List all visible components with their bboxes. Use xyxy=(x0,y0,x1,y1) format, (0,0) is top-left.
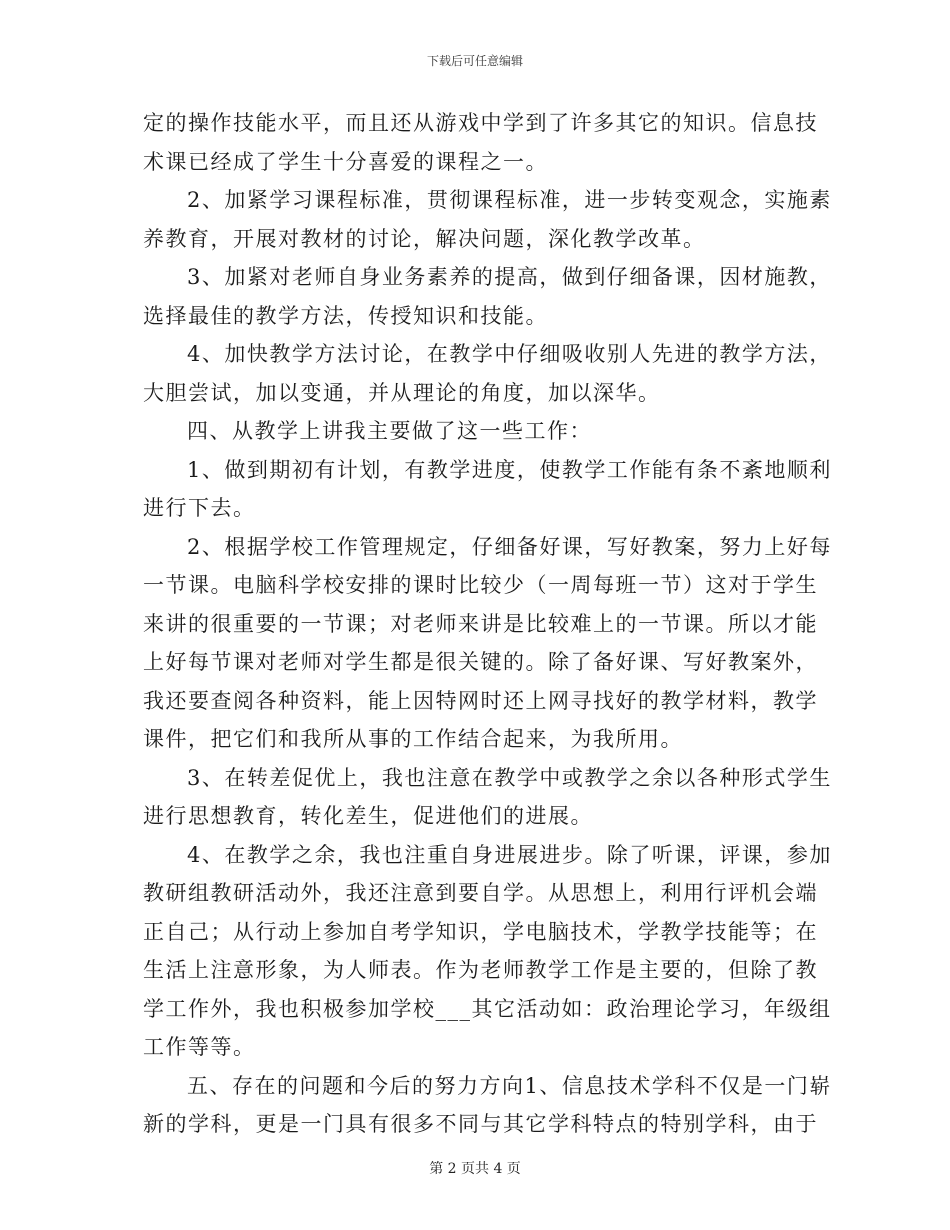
text-line: 工作等等。 xyxy=(143,1035,256,1059)
paragraph-start: 2、加紧学习课程标准，贯彻课程标准，进一步转变观念，实施素 xyxy=(187,188,832,212)
text-line: 定的操作技能水平，而且还从游戏中学到了许多其它的知识。信息技 xyxy=(143,111,818,135)
paragraph-start: 1、做到期初有计划，有教学进度，使教学工作能有条不紊地顺利 xyxy=(187,457,832,482)
text-line: 进行下去。 xyxy=(143,496,256,520)
paragraph-start: 4、加快教学方法讨论，在教学中仔细吸收别人先进的教学方法， xyxy=(187,342,832,366)
section-heading: 五、存在的问题和今后的努力方向1、信息技术学科不仅是一门崭 xyxy=(187,1073,832,1098)
text-line: 生活上注意形象，为人师表。作为老师教学工作是主要的，但除了教 xyxy=(143,958,818,982)
text-line: 课件，把它们和我所从事的工作结合起来，为我所用。 xyxy=(143,727,683,751)
text-line: 术课已经成了学生十分喜爱的课程之一。 xyxy=(143,149,548,174)
paragraph-start: 3、在转差促优上，我也注意在教学中或教学之余以各种形式学生 xyxy=(187,765,832,790)
paragraph-start: 2、根据学校工作管理规定，仔细备好课，写好教案，努力上好每 xyxy=(187,534,832,559)
text-line: 养教育，开展对教材的讨论，解决问题，深化教学改革。 xyxy=(143,226,706,251)
page-number-footer: 第 2 页共 4 页 xyxy=(429,1161,521,1177)
paragraph-start: 4、在教学之余，我也注重自身进展进步。除了听课，评课，参加 xyxy=(187,842,832,867)
text-line: 新的学科，更是一门具有很多不同与其它学科特点的特别学科，由于 xyxy=(143,1112,818,1136)
paragraph-start: 3、加紧对老师自身业务素养的提高，做到仔细备课，因材施教， xyxy=(187,265,832,289)
text-line: 选择最佳的教学方法，传授知识和技能。 xyxy=(143,303,548,328)
section-heading: 四、从教学上讲我主要做了这一些工作： xyxy=(187,419,592,443)
text-line: 学工作外，我也积极参加学校___其它活动如：政治理论学习，年级组 xyxy=(143,996,832,1021)
text-line: 上好每节课对老师对学生都是很关键的。除了备好课、写好教案外， xyxy=(143,650,818,674)
text-line: 我还要查阅各种资料，能上因特网时还上网寻找好的教学材料，教学 xyxy=(143,688,818,713)
page-header: 下载后可任意编辑 xyxy=(426,54,523,68)
text-line: 教研组教研活动外，我还注意到要自学。从思想上，利用行评机会端 xyxy=(143,881,818,905)
text-line: 正自己；从行动上参加自考学知识，学电脑技术，学教学技能等；在 xyxy=(143,919,818,944)
text-line: 来讲的很重要的一节课；对老师来讲是比较难上的一节课。所以才能 xyxy=(143,611,818,636)
text-line: 进行思想教育，转化差生，促进他们的进展。 xyxy=(143,804,593,828)
text-line: 大胆尝试，加以变通，并从理论的角度，加以深华。 xyxy=(143,380,661,405)
text-line: 一节课。电脑科学校安排的课时比较少（一周每班一节）这对于学生 xyxy=(143,573,818,597)
document-body xyxy=(143,104,832,1144)
